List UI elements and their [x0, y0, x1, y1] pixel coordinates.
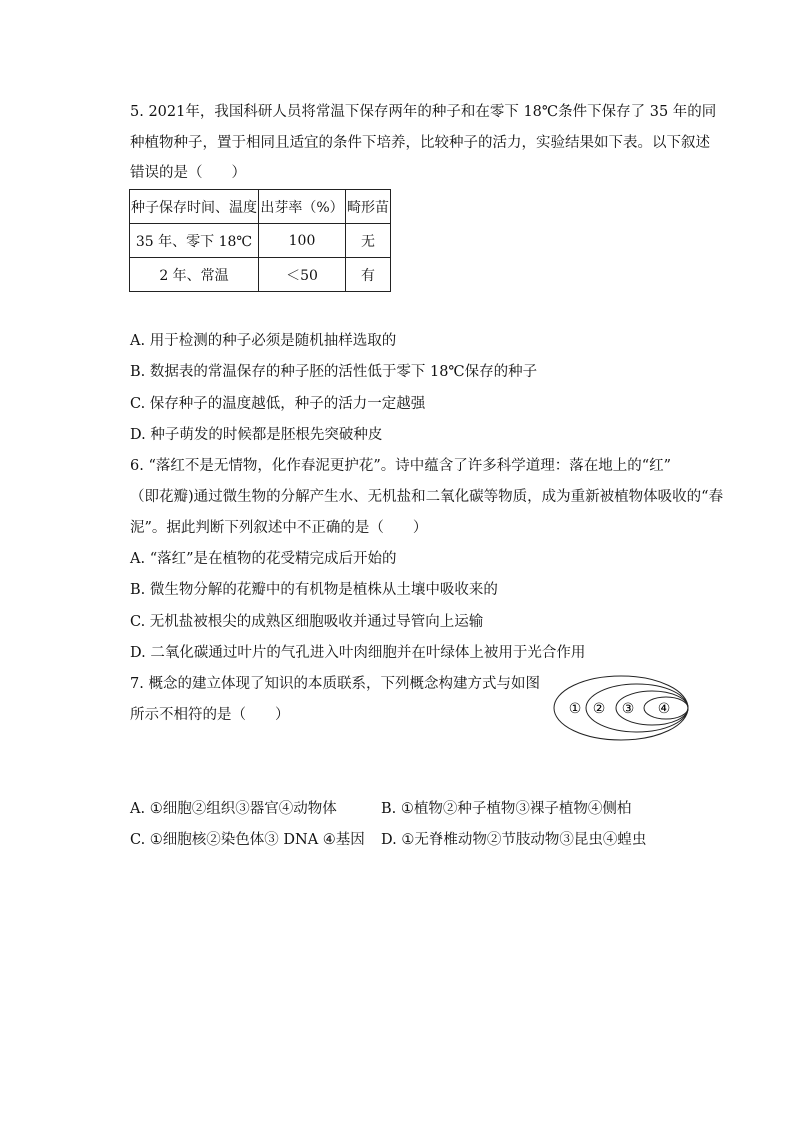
- table-header-cell: 出芽率（%）: [259, 190, 346, 224]
- table-header-cell: 种子保存时间、温度: [130, 190, 259, 224]
- table-cell: 2 年、常温: [130, 258, 259, 292]
- concept-label-2: ②: [592, 701, 606, 717]
- q7-stem-line-1: 7. 概念的建立体现了知识的本质联系，下列概念构建方式与如图: [130, 676, 540, 692]
- q6-stem-line-1: 6. “落红不是无情物，化作春泥更护花”。诗中蕴含了许多科学道理：落在地上的“红”: [130, 458, 672, 474]
- q6-option-b: B. 微生物分解的花瓣中的有机物是植株从土壤中吸收来的: [130, 582, 498, 598]
- q7-option-a: A. ①细胞②组织③器官④动物体: [130, 801, 337, 817]
- table-cell: 35 年、零下 18℃: [130, 224, 259, 258]
- q5-stem-line-3: 错误的是（ ）: [130, 165, 246, 181]
- q6-stem-line-3: 泥”。据此判断下列叙述中不正确的是（ ）: [130, 520, 428, 536]
- q5-option-d: D. 种子萌发的时候都是胚根先突破种皮: [130, 427, 383, 443]
- q7-option-b: B. ①植物②种子植物③裸子植物④侧柏: [381, 801, 632, 817]
- q5-option-c: C. 保存种子的温度越低，种子的活力一定越强: [130, 396, 426, 412]
- q6-option-d: D. 二氧化碳通过叶片的气孔进入叶肉细胞并在叶绿体上被用于光合作用: [130, 645, 586, 661]
- q6-stem-line-2: （即花瓣)通过微生物的分解产生水、无机盐和二氧化碳等物质，成为重新被植物体吸收的“春: [130, 489, 724, 505]
- q5-stem-line-1: 5. 2021年，我国科研人员将常温下保存两年的种子和在零下 18℃条件下保存了 35 年的同: [130, 104, 717, 120]
- nested-concept-diagram: [552, 674, 692, 744]
- q5-option-a: A. 用于检测的种子必须是随机抽样选取的: [130, 333, 397, 349]
- table-cell: 无: [346, 224, 391, 258]
- q5-option-b: B. 数据表的常温保存的种子胚的活性低于零下 18℃保存的种子: [130, 364, 538, 380]
- table-header-cell: 畸形苗: [346, 190, 391, 224]
- concept-label-1: ①: [568, 701, 582, 717]
- table-row: [130, 258, 391, 292]
- table-row: [130, 224, 391, 258]
- seed-storage-table: [129, 189, 391, 292]
- q5-stem-line-2: 种植物种子，置于相同且适宜的条件下培养，比较种子的活力，实验结果如下表。以下叙述: [130, 135, 710, 151]
- concept-label-4: ④: [657, 701, 671, 717]
- q7-stem-line-2: 所示不相符的是（ ）: [130, 707, 290, 723]
- table-cell: ＜50: [259, 258, 346, 292]
- table-cell: 有: [346, 258, 391, 292]
- q6-option-a: A. “落红”是在植物的花受精完成后开始的: [130, 551, 397, 567]
- table-header-row: [130, 190, 391, 224]
- q7-option-d: D. ①无脊椎动物②节肢动物③昆虫④蝗虫: [381, 832, 647, 848]
- table-cell: 100: [259, 224, 346, 258]
- q7-option-c: C. ①细胞核②染色体③ DNA ④基因: [130, 832, 365, 848]
- concept-label-3: ③: [621, 701, 635, 717]
- q6-option-c: C. 无机盐被根尖的成熟区细胞吸收并通过导管向上运输: [130, 614, 484, 630]
